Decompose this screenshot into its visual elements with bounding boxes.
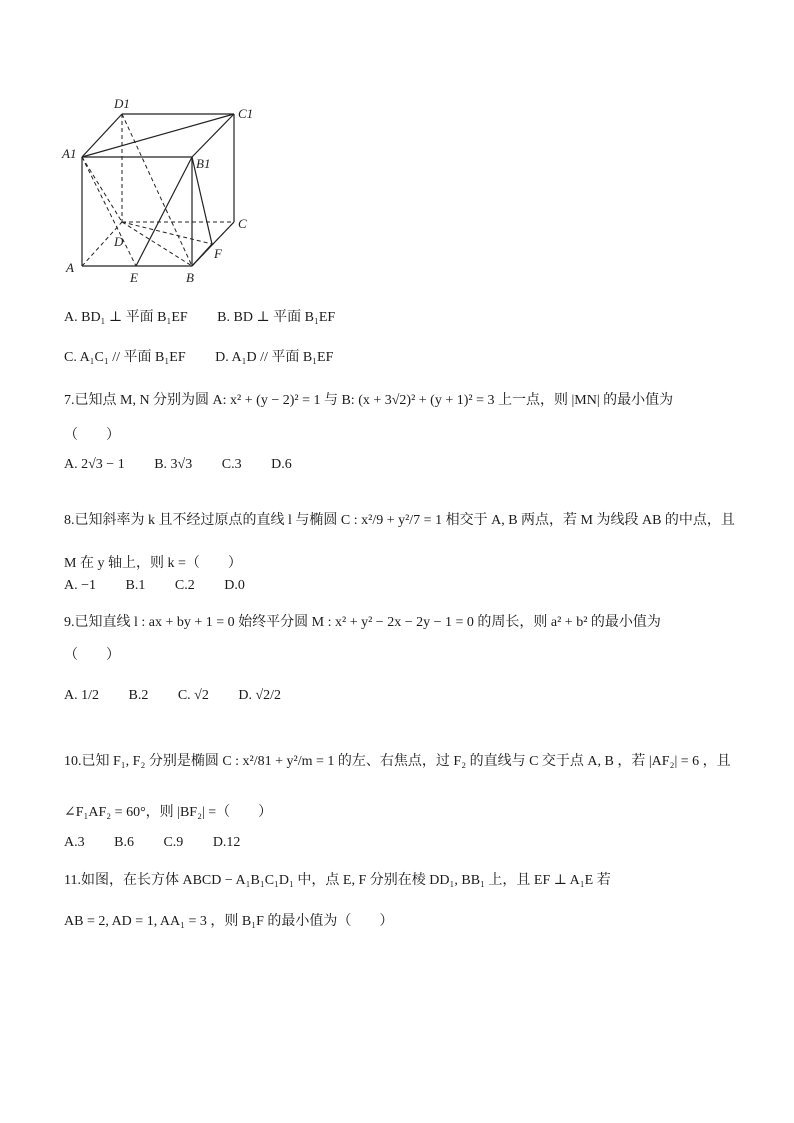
q7-option-b: B. 3√3	[154, 457, 193, 472]
q7-stem: 7.已知点 M, N 分别为圆 A: x² + (y − 2)² = 1 与 B: (x + 3√2)² + (y + 1)² = 3 上一点，则 |MN| 的最小值为	[64, 393, 674, 408]
q6-options-row2	[64, 346, 359, 366]
q8-option-a: A. −1	[64, 578, 97, 593]
q7-option-c: C.3	[221, 457, 242, 472]
q9-stem: 9.已知直线 l : ax + by + 1 = 0 始终平分圆 M : x² + y² − 2x − 2y − 1 = 0 的周长，则 a² + b² 的最小值为	[64, 615, 661, 630]
q8-stem-cont: M 在 y 轴上，则 k =（ ）	[64, 556, 242, 571]
q10-option-c: C.9	[163, 835, 184, 850]
q9-option-c: C. √2	[177, 688, 209, 703]
label-A1: A1	[62, 146, 77, 161]
q9-option-a: A. 1/2	[64, 688, 99, 703]
q8-options	[64, 578, 271, 594]
q8-option-c: C.2	[174, 578, 195, 593]
q9-option-d: D. √2/2	[238, 688, 282, 703]
cuboid-figure	[56, 92, 266, 292]
q10-option-a: A.3	[64, 835, 85, 850]
label-F: F	[214, 246, 222, 261]
label-B: B	[186, 270, 194, 285]
q10-stem-cont: ∠F₁AF₂ = 60°，则 |BF₂| =（ ）	[64, 805, 273, 820]
label-D: D	[114, 234, 124, 249]
q8-option-d: D.0	[224, 578, 245, 593]
q7-option-d: D.6	[271, 457, 292, 472]
q6-option-d: D. A₁D // 平面 B₁EF	[215, 350, 334, 365]
label-D1: D1	[114, 96, 130, 111]
q10-options	[64, 835, 266, 851]
label-C1: C1	[238, 106, 254, 121]
q10-option-d: D.12	[212, 835, 241, 850]
q8-stem: 8.已知斜率为 k 且不经过原点的直线 l 与椭圆 C : x²/9 + y²/7 = 1 相交于 A, B 两点，若 M 为线段 AB 的中点，且	[64, 513, 735, 528]
q9-paren: （ ）	[64, 648, 120, 663]
q7-options	[64, 457, 318, 473]
q7-option-a: A. 2√3 − 1	[64, 457, 125, 472]
q7-paren: （ ）	[64, 428, 120, 443]
label-E: E	[130, 270, 138, 285]
q10-stem: 10.已知 F₁, F₂ 分别是椭圆 C : x²/81 + y²/m = 1 的左、右焦点，过 F₂ 的直线与 C 交于点 A, B ，若 |AF₂| = 6 ，且	[64, 754, 731, 769]
q10-option-b: B.6	[114, 835, 134, 850]
label-C: C	[238, 216, 247, 231]
q9-options	[64, 688, 307, 704]
q11-stem: 11.如图，在长方体 ABCD − A₁B₁C₁D₁ 中，点 E, F 分别在棱 DD₁, BB₁ 上，且 EF ⊥ A₁E 若	[64, 873, 611, 888]
q6-option-b: B. BD ⊥ 平面 B₁EF	[217, 310, 336, 325]
q6-options-row1	[64, 306, 361, 326]
q8-option-b: B.1	[125, 578, 146, 593]
q6-option-c: C. A₁C₁ // 平面 B₁EF	[64, 350, 186, 365]
cuboid-diagram	[56, 92, 266, 292]
label-A: A	[66, 260, 74, 275]
label-B1: B1	[196, 156, 211, 171]
q11-stem-cont: AB = 2, AD = 1, AA₁ = 3 ，则 B₁F 的最小值为（ ）	[64, 914, 394, 929]
q6-option-a: A. BD₁ ⊥ 平面 B₁EF	[64, 310, 188, 325]
q9-option-b: B.2	[128, 688, 149, 703]
